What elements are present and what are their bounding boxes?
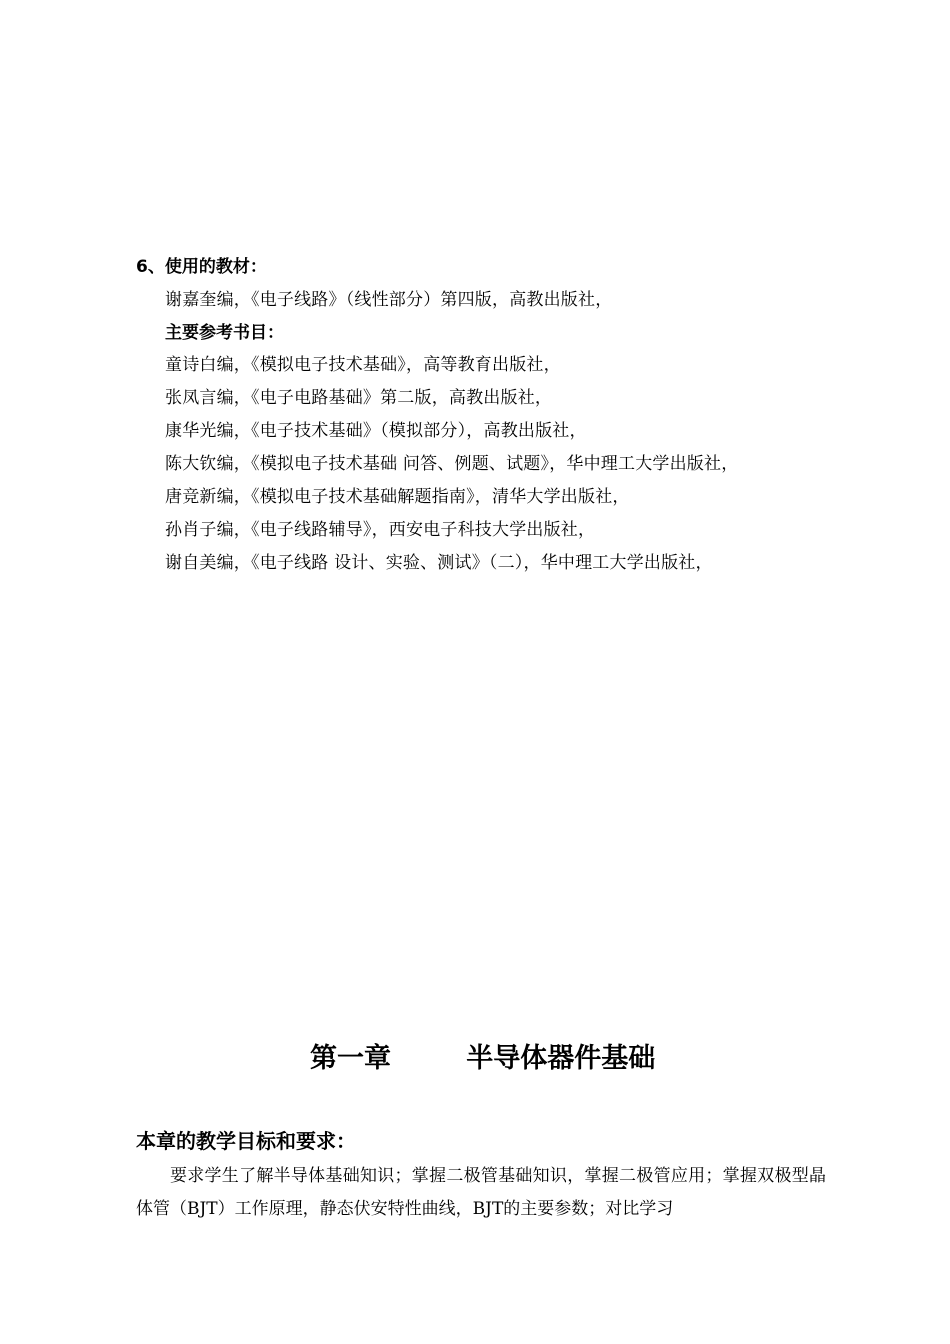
reference-item: 唐竞新编，《模拟电子技术基础解题指南》，清华大学出版社， <box>165 487 630 507</box>
textbook-line: 谢嘉奎编，《电子线路》（线性部分）第四版，高教出版社， <box>165 290 613 310</box>
reference-item: 孙肖子编，《电子线路辅导》，西安电子科技大学出版社， <box>165 520 596 540</box>
reference-item: 陈大钦编，《模拟电子技术基础 问答、例题、试题》，华中理工大学出版社， <box>165 454 739 474</box>
reference-item: 童诗白编，《模拟电子技术基础》，高等教育出版社， <box>165 355 561 375</box>
reference-item: 张凤言编，《电子电路基础》第二版，高教出版社， <box>165 388 553 408</box>
references-heading: 主要参考书目： <box>165 323 284 343</box>
objectives-paragraph: 要求学生了解半导体基础知识；掌握二极管基础知识，掌握二极管应用；掌握双极型晶体管（BJT）工作原理，静态伏安特性曲线，BJT的主要参数；对比学习 <box>136 1166 826 1219</box>
objectives-heading: 本章的教学目标和要求： <box>136 1129 356 1153</box>
chapter-title: 第一章 半导体器件基础 <box>310 1043 656 1074</box>
reference-item: 康华光编，《电子技术基础》（模拟部分），高教出版社， <box>165 421 587 441</box>
section-heading: 6、使用的教材： <box>136 257 267 277</box>
reference-item: 谢自美编，《电子线路 设计、实验、测试》（二），华中理工大学出版社， <box>165 553 713 573</box>
